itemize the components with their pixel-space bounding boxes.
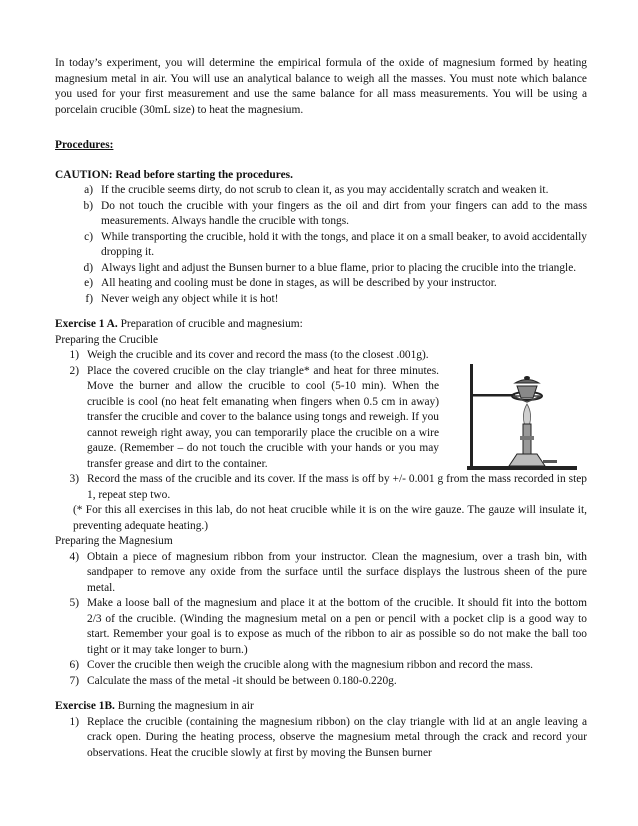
exercise-1b-heading: Exercise 1B. Burning the magnesium in air: [55, 700, 254, 712]
list-item: b) Do not touch the crucible with your fingers as the oil and dirt from your fingers can add to the mass measurements. Always handle the crucible with tongs.: [83, 199, 587, 227]
list-item: 2) Place the covered crucible on the clay triangle* and heat for three minutes. Move the burner and allow the crucible to cool (5-10 min). When the crucible is cool (no heat felt emanating when fingers when 0.5 cm in away) transfer the crucible and cover to the balance using tongs and reweigh. If you cannot reweigh right away, you can temporarily place the crucible on a wire gauze. (Remember – do not touch the crucible with your hands or you may transfer grease and dirt to the container.: [69, 364, 439, 470]
list-item: 4) Obtain a piece of magnesium ribbon from your instructor. Clean the magnesium, over a trash bin, with sandpaper to remove any oxide from the surface until the surface displays the lustrous sheen of the pure metal.: [69, 550, 587, 594]
list-item: 5) Make a loose ball of the magnesium and place it at the bottom of the crucible. It should fit into the bottom 2/3 of the crucible. (Winding the magnesium metal on a pen or pencil with a pocket clip is a good way to start. Remember your goal is to expose as much of the ribbon to air as possible so do not make the ball too tight or it may take longer to burn.): [69, 597, 587, 656]
exercise-1a-magnesium-list: [55, 550, 587, 690]
preparing-magnesium-subheading: Preparing the Magnesium: [55, 535, 173, 547]
list-item: e) All heating and cooling must be done in stages, as will be described by your instructor.: [84, 277, 497, 289]
list-item: d) Always light and adjust the Bunsen burner to a blue flame, prior to placing the crucible into the triangle.: [83, 261, 577, 274]
list-item: 1) Weigh the crucible and its cover and record the mass (to the closest .001g).: [69, 349, 429, 361]
list-item: a) If the crucible seems dirty, do not scrub to clean it, as you may accidentally scratch and weaken it.: [84, 184, 549, 196]
intro-paragraph: In today’s experiment, you will determine the empirical formula of the oxide of magnesium formed by heating magnesium metal in air. You will use an analytical balance to weigh all the masses. You must note which balance you used for your first measurement and use the same balance for all mass measurements. You will be using a porcelain crucible (30mL size) to heat the magnesium.: [55, 57, 587, 116]
list-item: 1) Replace the crucible (containing the magnesium ribbon) on the clay triangle with lid at an angle leaving a crack open. During the heating process, observe the magnesium metal through the crack and record your observations. Heat the crucible slowly at first by moving the Bunsen burner: [69, 715, 587, 759]
list-item: 3) Record the mass of the crucible and its cover. If the mass is off by +/- 0.001 g from the mass recorded in step 1, repeat step two.: [69, 473, 587, 501]
caution-heading: CAUTION: Read before starting the procedures.: [55, 168, 293, 181]
list-item: 6) Cover the crucible then weigh the crucible along with the magnesium ribbon and record the mass.: [69, 659, 533, 671]
exercise-1a-heading: Exercise 1 A. Preparation of crucible and magnesium:: [55, 318, 303, 330]
exercise-1b-list: [55, 715, 587, 762]
list-item: f) Never weigh any object while it is hot!: [85, 292, 279, 305]
procedures-heading: Procedures:: [55, 139, 114, 151]
crucible-apparatus-illustration: [465, 356, 581, 474]
footnote-gauze: (* For this all exercises in this lab, do not heat crucible while it is on the wire gauze. The gauze will insulate it, preventing adequate heating.): [73, 504, 587, 532]
list-item: 7) Calculate the mass of the metal -it should be between 0.180-0.220g.: [69, 674, 397, 687]
list-item: c) While transporting the crucible, hold it with the tongs, and place it on a small beaker, to avoid accidentally dropping it.: [84, 230, 587, 258]
preparing-crucible-subheading: Preparing the Crucible: [55, 333, 159, 346]
caution-list: [69, 183, 587, 307]
